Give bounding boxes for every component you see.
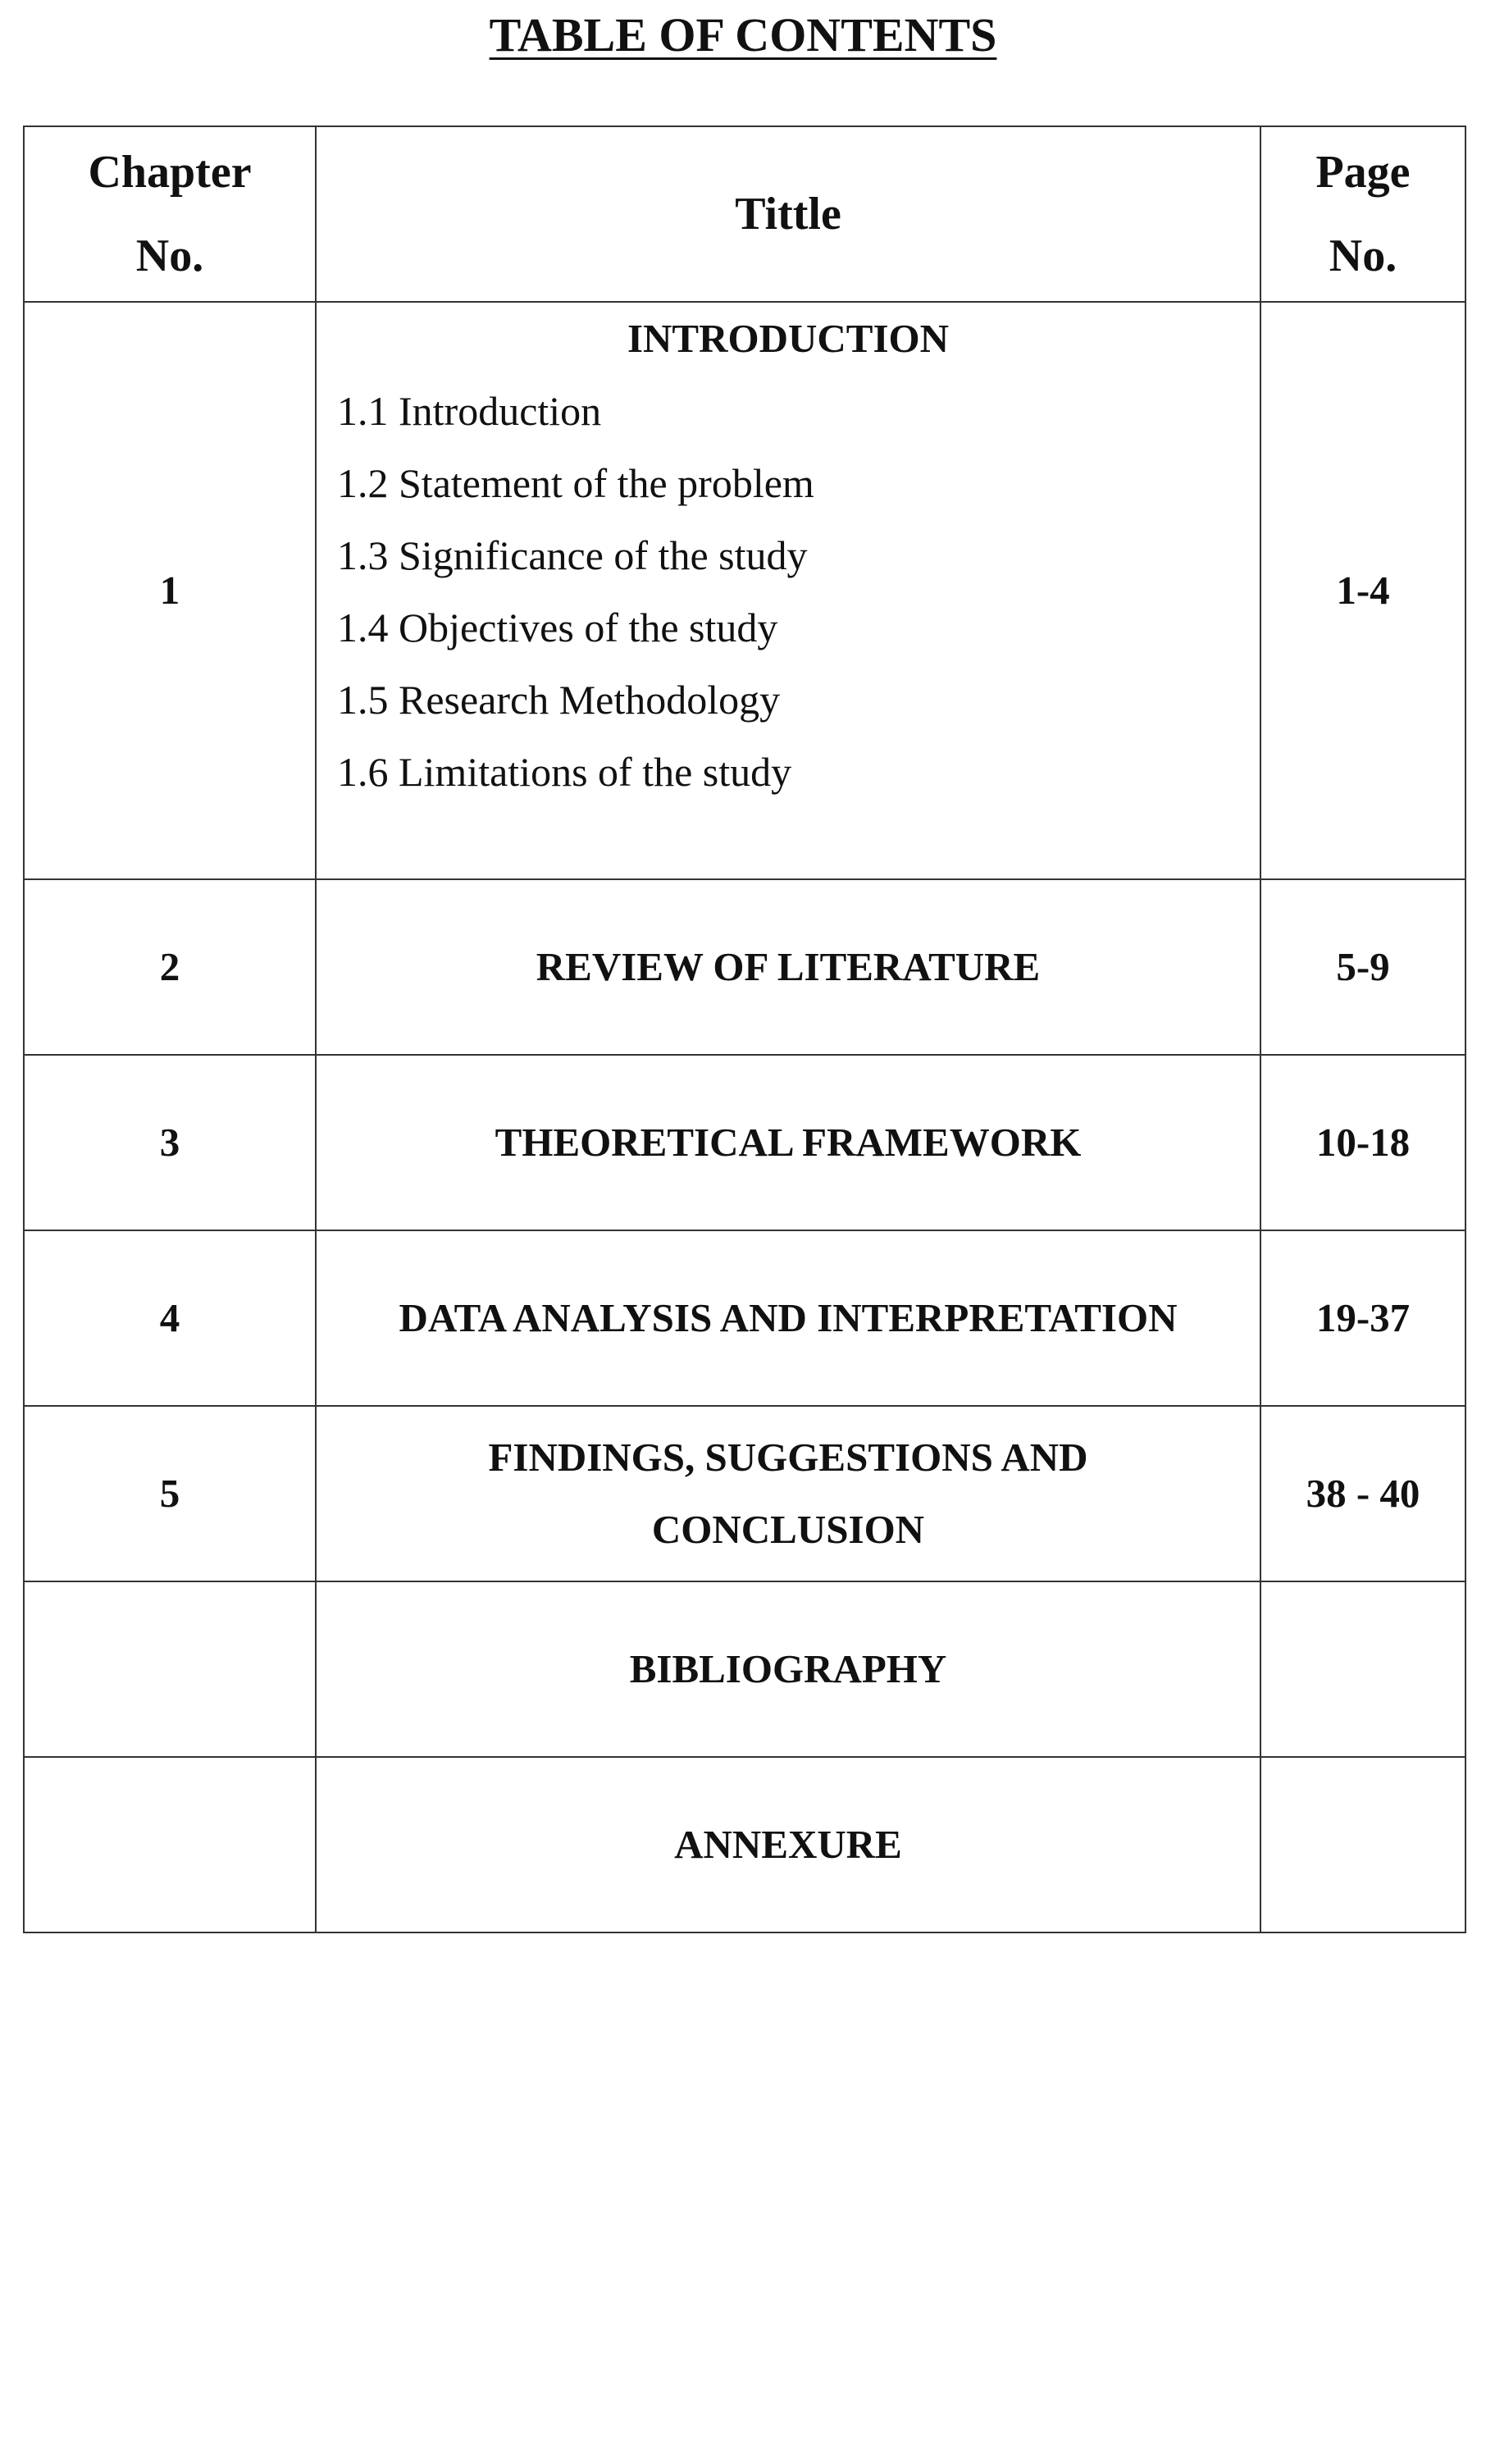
page-title-text: TABLE OF CONTENTS: [489, 8, 997, 62]
table-row: [24, 1055, 1465, 1230]
page-range-cell: [1260, 1757, 1465, 1932]
header-chapter-line: No.: [135, 230, 204, 281]
chapter-title-cell: [316, 879, 1260, 1055]
chapter-title-cell: [316, 1055, 1260, 1230]
chapter-title-cell: [316, 1757, 1260, 1932]
chapter-title-line: ANNEXURE: [674, 1822, 902, 1867]
chapter-number-cell: 5: [24, 1406, 316, 1581]
chapter-title-line: FINDINGS, SUGGESTIONS AND: [488, 1435, 1088, 1480]
chapter-title-cell: [316, 1581, 1260, 1757]
header-chapter-line: Chapter: [88, 147, 252, 198]
table-row: [24, 1406, 1465, 1581]
subsection-list: [337, 375, 1260, 808]
chapter-number-cell: 1: [24, 302, 316, 879]
table-row: [24, 302, 1465, 879]
chapter-number-cell: [24, 1581, 316, 1757]
subsection-item: 1.3 Significance of the study: [337, 532, 808, 578]
page-title: [0, 7, 1486, 64]
header-page-no: [1260, 126, 1465, 302]
table-row: [24, 1581, 1465, 1757]
subsection-item: 1.6 Limitations of the study: [337, 749, 792, 795]
page-range-cell: 38 - 40: [1260, 1406, 1465, 1581]
chapter-number-cell: 4: [24, 1230, 316, 1406]
header-title: Tittle: [316, 126, 1260, 302]
chapter-number-cell: 2: [24, 879, 316, 1055]
chapter-heading: INTRODUCTION: [627, 316, 950, 361]
page-range-cell: 1-4: [1260, 302, 1465, 879]
page-range-cell: [1260, 1581, 1465, 1757]
subsection-item: 1.4 Objectives of the study: [337, 605, 778, 650]
chapter-title-cell: [316, 1406, 1260, 1581]
subsection-item: 1.1 Introduction: [337, 388, 602, 434]
chapter-title-cell: [316, 302, 1260, 879]
table-row: [24, 1230, 1465, 1406]
chapter-title-line: REVIEW OF LITERATURE: [536, 944, 1041, 989]
header-page-line: Page: [1315, 147, 1411, 198]
chapter-title-line: THEORETICAL FRAMEWORK: [495, 1120, 1082, 1165]
table-header-row: [24, 126, 1465, 302]
chapter-title-line: DATA ANALYSIS AND INTERPRETATION: [399, 1295, 1178, 1340]
chapter-title-line: BIBLIOGRAPHY: [629, 1646, 947, 1691]
toc-table: [23, 125, 1466, 1933]
page-range-cell: 10-18: [1260, 1055, 1465, 1230]
page-range-cell: 5-9: [1260, 879, 1465, 1055]
header-page-line: No.: [1329, 230, 1397, 281]
table-row: [24, 879, 1465, 1055]
chapter-title-cell: [316, 1230, 1260, 1406]
subsection-item: 1.2 Statement of the problem: [337, 460, 814, 506]
header-chapter-no: [24, 126, 316, 302]
page-range-cell: 19-37: [1260, 1230, 1465, 1406]
chapter-number-cell: 3: [24, 1055, 316, 1230]
subsection-item: 1.5 Research Methodology: [337, 677, 781, 723]
chapter-number-cell: [24, 1757, 316, 1932]
chapter-title-line: CONCLUSION: [651, 1507, 925, 1552]
table-row: [24, 1757, 1465, 1932]
